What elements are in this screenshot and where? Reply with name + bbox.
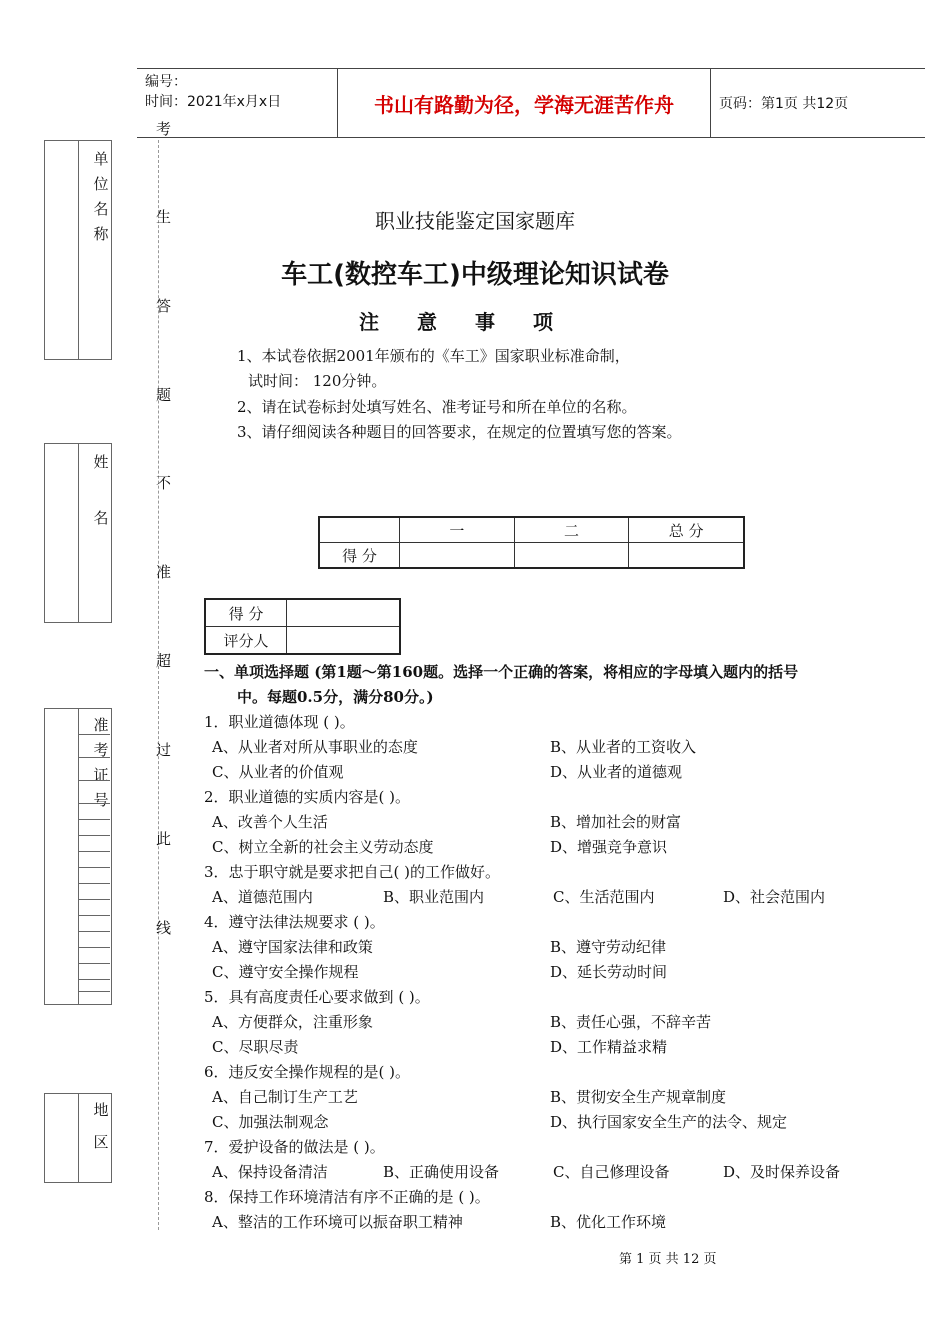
warning-char: 题 xyxy=(156,386,172,404)
question-option: A、道德范围内 xyxy=(212,888,313,906)
question-stem: 8．保持工作环境清洁有序不正确的是 ( )。 xyxy=(204,1188,490,1206)
note-1-time: 试时间： 120分钟。 xyxy=(248,372,387,390)
note-2: 2、请在试卷标封处填写姓名、准考证号和所在单位的名称。 xyxy=(237,398,637,416)
question-option: C、加强法制观念 xyxy=(212,1113,329,1131)
question-option: C、生活范围内 xyxy=(553,888,655,906)
question-stem: 3．忠于职守就是要求把自己( )的工作做好。 xyxy=(204,863,501,881)
score-header-cell xyxy=(319,517,400,543)
question-stem: 2．职业道德的实质内容是( )。 xyxy=(204,788,411,806)
warning-char: 答 xyxy=(156,297,172,315)
question-option: C、树立全新的社会主义劳动态度 xyxy=(212,838,434,856)
name-label-1: 姓 xyxy=(93,453,109,471)
number-label: 编号： xyxy=(145,74,187,90)
warning-char: 此 xyxy=(156,830,172,848)
question-option: D、社会范围内 xyxy=(723,888,826,906)
question-option: D、工作精益求精 xyxy=(550,1038,668,1056)
question-option: C、尽职尽责 xyxy=(212,1038,299,1056)
warning-char: 准 xyxy=(156,563,172,581)
score-cell xyxy=(400,543,515,569)
page-info: 页码：第1页 共12页 xyxy=(719,96,849,112)
question-option: C、自己修理设备 xyxy=(553,1163,670,1181)
section-heading: 一、单项选择题 (第1题～第160题。选择一个正确的答案，将相应的字母填入题内的括号 xyxy=(204,663,799,681)
question-stem: 5．具有高度责任心要求做到 ( )。 xyxy=(204,988,430,1006)
note-1: 1、本试卷依据2001年颁布的《车工》国家职业标准命制， xyxy=(237,347,630,365)
region-label-2: 区 xyxy=(93,1133,109,1151)
unit-label-3: 名 xyxy=(93,200,109,218)
question-option: A、从业者对所从事职业的态度 xyxy=(212,738,418,756)
question-option: B、从业者的工资收入 xyxy=(550,738,697,756)
question-option: B、优化工作环境 xyxy=(550,1213,667,1231)
ticket-label-3: 证 xyxy=(93,766,109,784)
question-option: D、执行国家安全生产的法令、规定 xyxy=(550,1113,788,1131)
question-option: D、增强竞争意识 xyxy=(550,838,668,856)
warning-char: 过 xyxy=(156,741,172,759)
warning-char: 超 xyxy=(156,652,172,670)
question-stem: 4．遵守法律法规要求 ( )。 xyxy=(204,913,385,931)
question-option: C、遵守安全操作规程 xyxy=(212,963,359,981)
note-3: 3、请仔细阅读各种题目的回答要求，在规定的位置填写您的答案。 xyxy=(237,423,682,441)
question-option: B、正确使用设备 xyxy=(383,1163,500,1181)
exam-bank-title: 职业技能鉴定国家题库 xyxy=(375,209,575,233)
question-stem: 6．违反安全操作规程的是( )。 xyxy=(204,1063,411,1081)
ticket-label-2: 考 xyxy=(93,741,109,759)
question-option: A、自己制订生产工艺 xyxy=(212,1088,358,1106)
question-option: B、贯彻安全生产规章制度 xyxy=(550,1088,727,1106)
score-header-cell: 总 分 xyxy=(629,517,744,543)
question-option: A、遵守国家法律和政策 xyxy=(212,938,373,956)
unit-label-4: 称 xyxy=(93,225,109,243)
warning-char: 线 xyxy=(156,919,172,937)
time-label: 时间：2021年x月x日 xyxy=(145,94,282,110)
score-row-label: 得 分 xyxy=(319,543,400,569)
name-label-2: 名 xyxy=(93,509,109,527)
score-table xyxy=(318,516,745,569)
region-box xyxy=(44,1093,112,1183)
warning-char: 考 xyxy=(156,120,172,138)
question-option: C、从业者的价值观 xyxy=(212,763,344,781)
score-cell xyxy=(629,543,744,569)
region-label-1: 地 xyxy=(93,1101,109,1119)
warning-char: 不 xyxy=(156,474,172,492)
question-option: A、改善个人生活 xyxy=(212,813,328,831)
name-box xyxy=(44,443,112,623)
exam-title: 车工(数控车工)中级理论知识试卷 xyxy=(281,260,669,290)
question-stem: 7．爱护设备的做法是 ( )。 xyxy=(204,1138,385,1156)
question-option: A、方便群众，注重形象 xyxy=(212,1013,373,1031)
unit-label-2: 位 xyxy=(93,175,109,193)
question-option: D、延长劳动时间 xyxy=(550,963,668,981)
unit-label-1: 单 xyxy=(93,150,109,168)
question-option: B、增加社会的财富 xyxy=(550,813,682,831)
question-option: D、从业者的道德观 xyxy=(550,763,683,781)
score-cell xyxy=(514,543,629,569)
grader-label: 评分人 xyxy=(205,627,287,655)
question-option: B、职业范围内 xyxy=(383,888,485,906)
grader-table xyxy=(204,598,401,655)
score-header-cell: 二 xyxy=(514,517,629,543)
ticket-label-1: 准 xyxy=(93,716,109,734)
score-header-cell: 一 xyxy=(400,517,515,543)
motto-text: 书山有路勤为径，学海无涯苦作舟 xyxy=(338,69,711,137)
grader-score-label: 得 分 xyxy=(205,599,287,627)
page-header xyxy=(137,68,925,138)
grader-name-cell xyxy=(287,627,401,655)
ticket-label-4: 号 xyxy=(93,791,109,809)
question-option: A、整洁的工作环境可以振奋职工精神 xyxy=(212,1213,463,1231)
question-option: D、及时保养设备 xyxy=(723,1163,841,1181)
question-option: A、保持设备清洁 xyxy=(212,1163,328,1181)
ticket-number-box xyxy=(44,708,112,1005)
question-option: B、遵守劳动纪律 xyxy=(550,938,667,956)
page-footer: 第 1 页 共 12 页 xyxy=(619,1252,717,1267)
grader-score-cell xyxy=(287,599,401,627)
question-option: B、责任心强，不辞辛苦 xyxy=(550,1013,712,1031)
section-heading-cont: 中。每题0.5分，满分80分。) xyxy=(237,688,434,706)
notice-heading: 注意事项 xyxy=(359,310,591,334)
question-stem: 1．职业道德体现 ( )。 xyxy=(204,713,355,731)
warning-char: 生 xyxy=(156,208,172,226)
